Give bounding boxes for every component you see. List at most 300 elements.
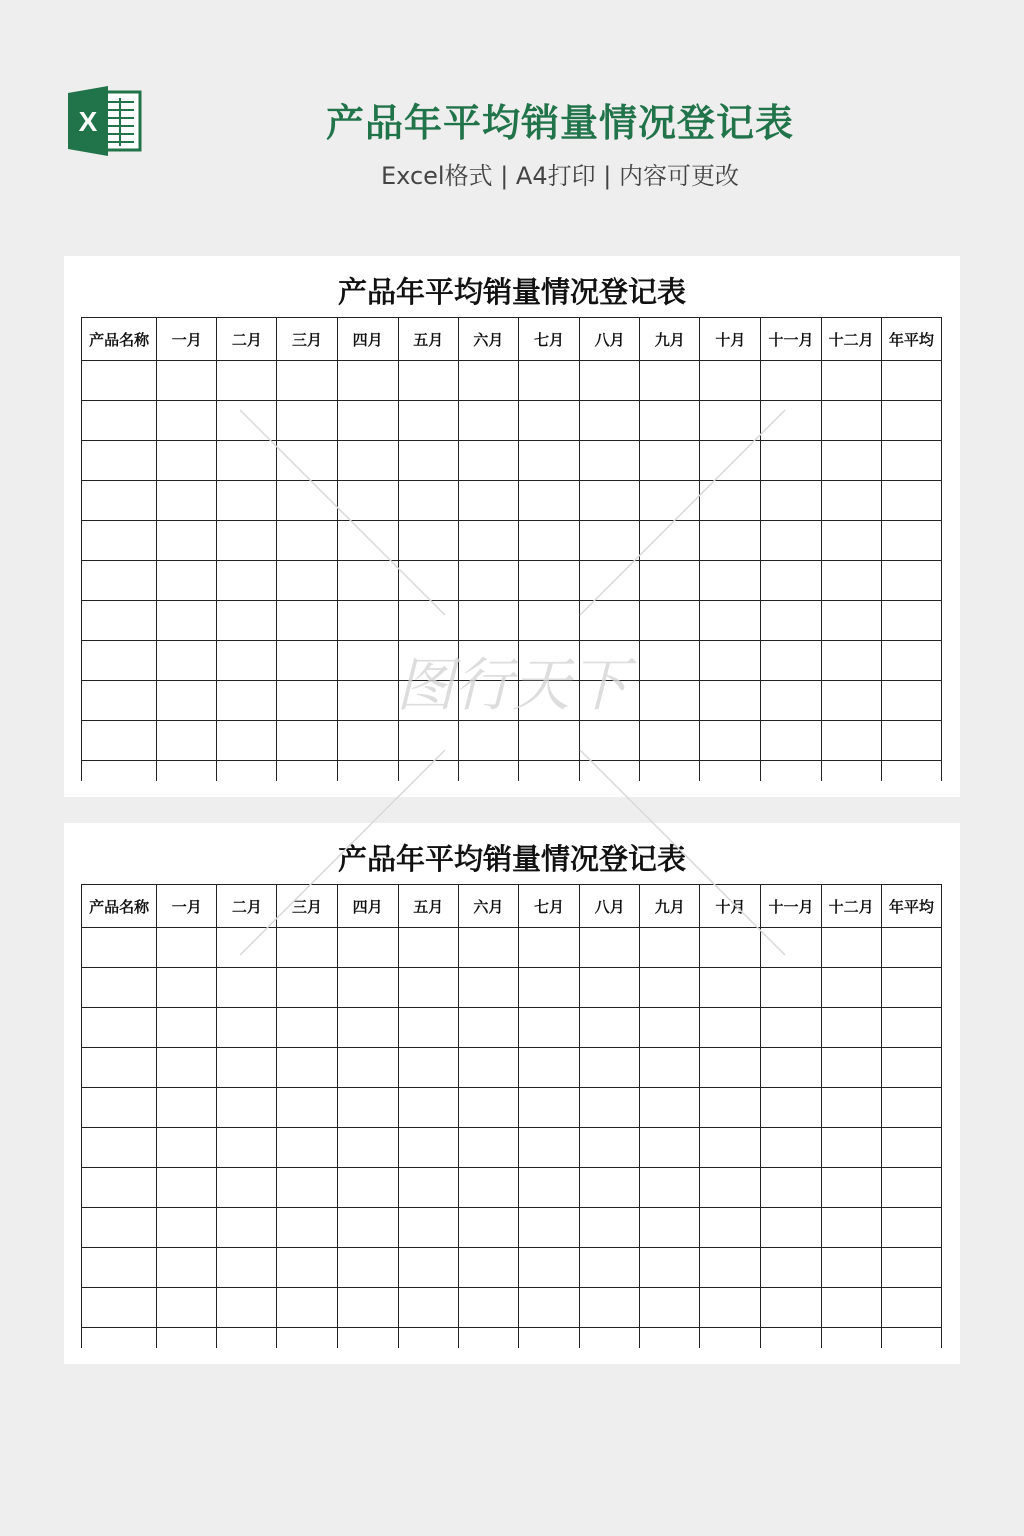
table-cell[interactable] — [157, 1128, 217, 1168]
table-cell[interactable] — [518, 928, 579, 968]
table-cell[interactable] — [398, 601, 458, 641]
table-cell[interactable] — [217, 681, 277, 721]
table-cell[interactable] — [580, 601, 640, 641]
table-cell[interactable] — [821, 481, 881, 521]
table-cell[interactable] — [398, 1288, 458, 1328]
table-cell[interactable] — [580, 1008, 640, 1048]
table-cell[interactable] — [458, 1328, 518, 1349]
table-cell[interactable] — [518, 561, 579, 601]
table-cell[interactable] — [518, 361, 579, 401]
table-cell[interactable] — [640, 1208, 700, 1248]
table-cell[interactable] — [277, 1288, 337, 1328]
table-cell[interactable] — [277, 361, 337, 401]
table-cell[interactable] — [217, 401, 277, 441]
table-cell[interactable] — [217, 361, 277, 401]
table-cell[interactable] — [821, 1208, 881, 1248]
table-cell[interactable] — [640, 1288, 700, 1328]
table-cell[interactable] — [157, 401, 217, 441]
table-cell[interactable] — [277, 1248, 337, 1288]
table-cell[interactable] — [458, 1168, 518, 1208]
table-cell[interactable] — [821, 721, 881, 761]
table-cell[interactable] — [157, 681, 217, 721]
table-cell[interactable] — [277, 928, 337, 968]
table-cell[interactable] — [580, 561, 640, 601]
table-cell[interactable] — [398, 968, 458, 1008]
table-cell[interactable] — [580, 681, 640, 721]
table-cell[interactable] — [398, 1208, 458, 1248]
table-cell[interactable] — [157, 1288, 217, 1328]
table-cell[interactable] — [277, 681, 337, 721]
table-cell[interactable] — [761, 721, 821, 761]
table-cell[interactable] — [82, 641, 157, 681]
table-cell[interactable] — [640, 481, 700, 521]
table-cell[interactable] — [217, 721, 277, 761]
table-cell[interactable] — [761, 401, 821, 441]
table-cell[interactable] — [881, 1328, 941, 1349]
table-cell[interactable] — [82, 441, 157, 481]
table-cell[interactable] — [700, 1328, 761, 1349]
table-cell[interactable] — [82, 1208, 157, 1248]
table-cell[interactable] — [398, 1248, 458, 1288]
table-cell[interactable] — [518, 481, 579, 521]
table-cell[interactable] — [881, 481, 941, 521]
table-cell[interactable] — [518, 401, 579, 441]
table-cell[interactable] — [640, 641, 700, 681]
table-cell[interactable] — [580, 401, 640, 441]
table-cell[interactable] — [640, 968, 700, 1008]
table-cell[interactable] — [640, 441, 700, 481]
table-cell[interactable] — [700, 521, 761, 561]
table-cell[interactable] — [157, 928, 217, 968]
table-cell[interactable] — [217, 1328, 277, 1349]
table-cell[interactable] — [82, 761, 157, 782]
table-cell[interactable] — [157, 561, 217, 601]
table-cell[interactable] — [458, 1248, 518, 1288]
table-cell[interactable] — [881, 721, 941, 761]
table-cell[interactable] — [82, 928, 157, 968]
table-cell[interactable] — [640, 561, 700, 601]
table-cell[interactable] — [821, 1168, 881, 1208]
table-cell[interactable] — [518, 1248, 579, 1288]
table-cell[interactable] — [217, 1248, 277, 1288]
table-cell[interactable] — [881, 1248, 941, 1288]
table-cell[interactable] — [337, 1048, 398, 1088]
table-cell[interactable] — [881, 1128, 941, 1168]
table-cell[interactable] — [518, 641, 579, 681]
table-cell[interactable] — [580, 521, 640, 561]
table-cell[interactable] — [761, 761, 821, 782]
table-cell[interactable] — [881, 361, 941, 401]
table-cell[interactable] — [82, 401, 157, 441]
table-cell[interactable] — [700, 721, 761, 761]
table-cell[interactable] — [700, 561, 761, 601]
table-cell[interactable] — [640, 1088, 700, 1128]
table-cell[interactable] — [580, 641, 640, 681]
table-cell[interactable] — [277, 1088, 337, 1128]
table-cell[interactable] — [217, 521, 277, 561]
table-cell[interactable] — [518, 441, 579, 481]
table-cell[interactable] — [821, 401, 881, 441]
table-cell[interactable] — [580, 761, 640, 782]
table-cell[interactable] — [761, 521, 821, 561]
table-cell[interactable] — [518, 1008, 579, 1048]
table-cell[interactable] — [881, 761, 941, 782]
table-cell[interactable] — [458, 521, 518, 561]
table-cell[interactable] — [580, 1248, 640, 1288]
table-cell[interactable] — [277, 1168, 337, 1208]
table-cell[interactable] — [217, 561, 277, 601]
table-cell[interactable] — [82, 1328, 157, 1349]
table-cell[interactable] — [761, 1088, 821, 1128]
table-cell[interactable] — [458, 641, 518, 681]
table-cell[interactable] — [518, 761, 579, 782]
table-cell[interactable] — [337, 968, 398, 1008]
table-cell[interactable] — [761, 1128, 821, 1168]
table-cell[interactable] — [277, 401, 337, 441]
table-cell[interactable] — [761, 1328, 821, 1349]
table-cell[interactable] — [821, 968, 881, 1008]
table-cell[interactable] — [821, 1128, 881, 1168]
table-cell[interactable] — [398, 681, 458, 721]
table-cell[interactable] — [821, 1088, 881, 1128]
table-cell[interactable] — [640, 1048, 700, 1088]
table-cell[interactable] — [700, 1088, 761, 1128]
table-cell[interactable] — [821, 1048, 881, 1088]
table-cell[interactable] — [700, 1128, 761, 1168]
table-cell[interactable] — [398, 401, 458, 441]
table-cell[interactable] — [337, 1328, 398, 1349]
table-cell[interactable] — [458, 441, 518, 481]
table-cell[interactable] — [700, 481, 761, 521]
table-cell[interactable] — [157, 1168, 217, 1208]
table-cell[interactable] — [82, 1128, 157, 1168]
table-cell[interactable] — [640, 721, 700, 761]
table-cell[interactable] — [518, 1088, 579, 1128]
table-cell[interactable] — [761, 481, 821, 521]
table-cell[interactable] — [518, 1048, 579, 1088]
table-cell[interactable] — [881, 1008, 941, 1048]
table-cell[interactable] — [640, 601, 700, 641]
table-cell[interactable] — [337, 481, 398, 521]
table-cell[interactable] — [821, 681, 881, 721]
table-cell[interactable] — [580, 441, 640, 481]
table-cell[interactable] — [640, 1328, 700, 1349]
table-cell[interactable] — [217, 1048, 277, 1088]
table-cell[interactable] — [458, 561, 518, 601]
table-cell[interactable] — [640, 1008, 700, 1048]
table-cell[interactable] — [217, 641, 277, 681]
table-cell[interactable] — [640, 521, 700, 561]
table-cell[interactable] — [881, 1088, 941, 1128]
table-cell[interactable] — [881, 1288, 941, 1328]
table-cell[interactable] — [82, 1288, 157, 1328]
table-cell[interactable] — [700, 761, 761, 782]
table-cell[interactable] — [82, 968, 157, 1008]
table-cell[interactable] — [821, 441, 881, 481]
table-cell[interactable] — [157, 641, 217, 681]
table-cell[interactable] — [277, 1008, 337, 1048]
table-cell[interactable] — [518, 521, 579, 561]
table-cell[interactable] — [277, 1048, 337, 1088]
table-cell[interactable] — [700, 928, 761, 968]
table-cell[interactable] — [157, 601, 217, 641]
table-cell[interactable] — [217, 441, 277, 481]
table-cell[interactable] — [580, 1128, 640, 1168]
table-cell[interactable] — [157, 761, 217, 782]
table-cell[interactable] — [881, 1168, 941, 1208]
table-cell[interactable] — [821, 761, 881, 782]
table-cell[interactable] — [337, 521, 398, 561]
table-cell[interactable] — [761, 1208, 821, 1248]
table-cell[interactable] — [881, 1048, 941, 1088]
table-cell[interactable] — [881, 1208, 941, 1248]
table-cell[interactable] — [458, 928, 518, 968]
table-cell[interactable] — [157, 1328, 217, 1349]
table-cell[interactable] — [217, 1288, 277, 1328]
table-cell[interactable] — [700, 1048, 761, 1088]
table-cell[interactable] — [398, 1088, 458, 1128]
table-cell[interactable] — [761, 681, 821, 721]
table-cell[interactable] — [821, 601, 881, 641]
table-cell[interactable] — [82, 601, 157, 641]
table-cell[interactable] — [518, 601, 579, 641]
table-cell[interactable] — [82, 681, 157, 721]
table-cell[interactable] — [580, 361, 640, 401]
table-cell[interactable] — [337, 721, 398, 761]
table-cell[interactable] — [277, 561, 337, 601]
table-cell[interactable] — [277, 1128, 337, 1168]
table-cell[interactable] — [398, 761, 458, 782]
table-cell[interactable] — [881, 681, 941, 721]
table-cell[interactable] — [700, 968, 761, 1008]
table-cell[interactable] — [881, 928, 941, 968]
table-cell[interactable] — [458, 968, 518, 1008]
table-cell[interactable] — [640, 1248, 700, 1288]
table-cell[interactable] — [217, 928, 277, 968]
table-cell[interactable] — [217, 481, 277, 521]
table-cell[interactable] — [458, 1088, 518, 1128]
table-cell[interactable] — [82, 521, 157, 561]
table-cell[interactable] — [881, 401, 941, 441]
table-cell[interactable] — [761, 441, 821, 481]
table-cell[interactable] — [821, 521, 881, 561]
table-cell[interactable] — [640, 1168, 700, 1208]
table-cell[interactable] — [277, 441, 337, 481]
table-cell[interactable] — [458, 761, 518, 782]
table-cell[interactable] — [580, 1328, 640, 1349]
table-cell[interactable] — [277, 1208, 337, 1248]
table-cell[interactable] — [337, 1008, 398, 1048]
table-cell[interactable] — [337, 1168, 398, 1208]
table-cell[interactable] — [337, 641, 398, 681]
table-cell[interactable] — [458, 681, 518, 721]
table-cell[interactable] — [761, 1248, 821, 1288]
table-cell[interactable] — [580, 1288, 640, 1328]
table-cell[interactable] — [277, 721, 337, 761]
table-cell[interactable] — [580, 481, 640, 521]
table-cell[interactable] — [398, 928, 458, 968]
table-cell[interactable] — [700, 601, 761, 641]
table-cell[interactable] — [217, 1088, 277, 1128]
table-cell[interactable] — [458, 1048, 518, 1088]
table-cell[interactable] — [398, 1048, 458, 1088]
table-cell[interactable] — [881, 968, 941, 1008]
table-cell[interactable] — [217, 1168, 277, 1208]
table-cell[interactable] — [518, 1168, 579, 1208]
table-cell[interactable] — [640, 361, 700, 401]
table-cell[interactable] — [580, 721, 640, 761]
table-cell[interactable] — [217, 1008, 277, 1048]
table-cell[interactable] — [458, 481, 518, 521]
table-cell[interactable] — [640, 761, 700, 782]
table-cell[interactable] — [580, 968, 640, 1008]
table-cell[interactable] — [398, 1128, 458, 1168]
table-cell[interactable] — [700, 1248, 761, 1288]
table-cell[interactable] — [398, 1008, 458, 1048]
table-cell[interactable] — [821, 641, 881, 681]
table-cell[interactable] — [761, 968, 821, 1008]
table-cell[interactable] — [277, 1328, 337, 1349]
table-cell[interactable] — [821, 1248, 881, 1288]
table-cell[interactable] — [82, 481, 157, 521]
table-cell[interactable] — [580, 1048, 640, 1088]
table-cell[interactable] — [458, 361, 518, 401]
table-cell[interactable] — [398, 1328, 458, 1349]
table-cell[interactable] — [82, 1088, 157, 1128]
table-cell[interactable] — [761, 601, 821, 641]
table-cell[interactable] — [761, 1008, 821, 1048]
table-cell[interactable] — [337, 601, 398, 641]
table-cell[interactable] — [398, 1168, 458, 1208]
table-cell[interactable] — [82, 1048, 157, 1088]
table-cell[interactable] — [337, 761, 398, 782]
table-cell[interactable] — [337, 681, 398, 721]
table-cell[interactable] — [761, 641, 821, 681]
table-cell[interactable] — [82, 1168, 157, 1208]
table-cell[interactable] — [761, 561, 821, 601]
table-cell[interactable] — [337, 361, 398, 401]
table-cell[interactable] — [337, 561, 398, 601]
table-cell[interactable] — [277, 521, 337, 561]
table-cell[interactable] — [398, 521, 458, 561]
table-cell[interactable] — [277, 968, 337, 1008]
table-cell[interactable] — [217, 1128, 277, 1168]
table-cell[interactable] — [761, 1048, 821, 1088]
table-cell[interactable] — [82, 721, 157, 761]
table-cell[interactable] — [458, 721, 518, 761]
table-cell[interactable] — [277, 481, 337, 521]
table-cell[interactable] — [337, 401, 398, 441]
table-cell[interactable] — [82, 1008, 157, 1048]
table-cell[interactable] — [337, 441, 398, 481]
table-cell[interactable] — [821, 1288, 881, 1328]
table-cell[interactable] — [518, 968, 579, 1008]
table-cell[interactable] — [337, 1088, 398, 1128]
table-cell[interactable] — [761, 1288, 821, 1328]
table-cell[interactable] — [398, 641, 458, 681]
table-cell[interactable] — [458, 1208, 518, 1248]
table-cell[interactable] — [518, 721, 579, 761]
table-cell[interactable] — [881, 601, 941, 641]
table-cell[interactable] — [700, 641, 761, 681]
table-cell[interactable] — [337, 1208, 398, 1248]
table-cell[interactable] — [518, 1128, 579, 1168]
table-cell[interactable] — [518, 1288, 579, 1328]
table-cell[interactable] — [640, 928, 700, 968]
table-cell[interactable] — [700, 361, 761, 401]
table-cell[interactable] — [157, 968, 217, 1008]
table-cell[interactable] — [157, 361, 217, 401]
table-cell[interactable] — [157, 1208, 217, 1248]
table-cell[interactable] — [881, 441, 941, 481]
table-cell[interactable] — [157, 1248, 217, 1288]
table-cell[interactable] — [458, 1128, 518, 1168]
table-cell[interactable] — [700, 1208, 761, 1248]
table-cell[interactable] — [157, 1088, 217, 1128]
table-cell[interactable] — [217, 968, 277, 1008]
table-cell[interactable] — [580, 1208, 640, 1248]
table-cell[interactable] — [157, 721, 217, 761]
table-cell[interactable] — [640, 681, 700, 721]
table-cell[interactable] — [398, 561, 458, 601]
table-cell[interactable] — [640, 1128, 700, 1168]
table-cell[interactable] — [157, 1008, 217, 1048]
table-cell[interactable] — [761, 928, 821, 968]
table-cell[interactable] — [761, 361, 821, 401]
table-cell[interactable] — [157, 521, 217, 561]
table-cell[interactable] — [821, 1008, 881, 1048]
table-cell[interactable] — [881, 521, 941, 561]
table-cell[interactable] — [277, 601, 337, 641]
table-cell[interactable] — [398, 481, 458, 521]
table-cell[interactable] — [458, 1288, 518, 1328]
table-cell[interactable] — [337, 1248, 398, 1288]
table-cell[interactable] — [700, 1288, 761, 1328]
table-cell[interactable] — [458, 601, 518, 641]
table-cell[interactable] — [518, 1328, 579, 1349]
table-cell[interactable] — [700, 1168, 761, 1208]
table-cell[interactable] — [458, 1008, 518, 1048]
table-cell[interactable] — [458, 401, 518, 441]
table-cell[interactable] — [761, 1168, 821, 1208]
table-cell[interactable] — [398, 441, 458, 481]
table-cell[interactable] — [157, 441, 217, 481]
table-cell[interactable] — [700, 441, 761, 481]
table-cell[interactable] — [821, 1328, 881, 1349]
table-cell[interactable] — [398, 361, 458, 401]
table-cell[interactable] — [881, 561, 941, 601]
table-cell[interactable] — [277, 641, 337, 681]
table-cell[interactable] — [821, 361, 881, 401]
table-cell[interactable] — [157, 481, 217, 521]
table-cell[interactable] — [277, 761, 337, 782]
table-cell[interactable] — [640, 401, 700, 441]
table-cell[interactable] — [217, 761, 277, 782]
table-cell[interactable] — [821, 561, 881, 601]
table-cell[interactable] — [82, 1248, 157, 1288]
table-cell[interactable] — [700, 1008, 761, 1048]
table-cell[interactable] — [217, 1208, 277, 1248]
table-cell[interactable] — [398, 721, 458, 761]
table-cell[interactable] — [700, 401, 761, 441]
table-cell[interactable] — [518, 681, 579, 721]
table-cell[interactable] — [518, 1208, 579, 1248]
table-cell[interactable] — [580, 1088, 640, 1128]
table-cell[interactable] — [881, 641, 941, 681]
table-cell[interactable] — [580, 1168, 640, 1208]
table-cell[interactable] — [217, 601, 277, 641]
table-cell[interactable] — [82, 561, 157, 601]
